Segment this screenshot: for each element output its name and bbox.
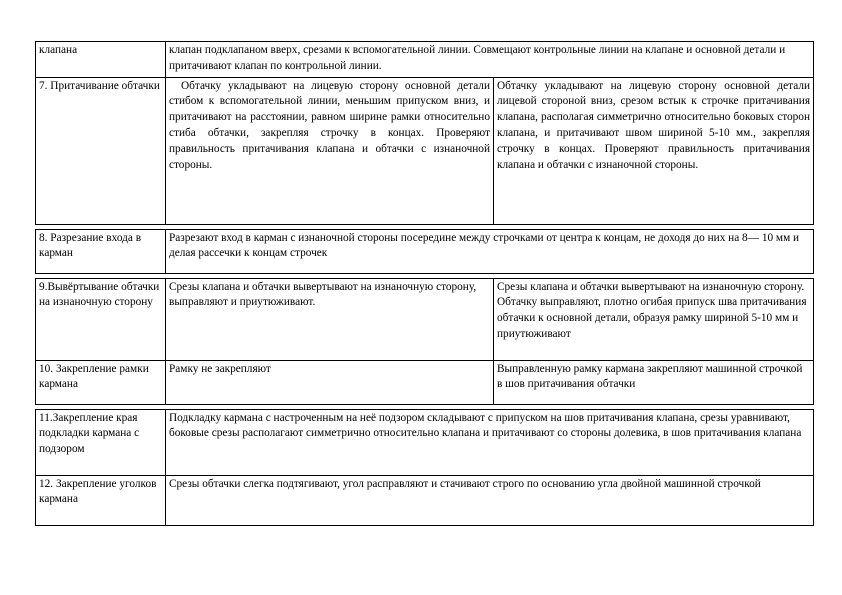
description-cell: Подкладку кармана с настроченным на неё подзором складывают с припуском на шов притачивания клапана, срезы уравнивают, боковые срезы располагают симметрично относительно клапана и притачивают со стороны долевика, в шов притачивания клапана xyxy=(166,409,814,475)
step-cell: 7. Притачивание обтачки xyxy=(36,77,166,224)
table-row xyxy=(36,409,814,475)
table-row xyxy=(36,360,814,404)
method-a-cell: Обтачку укладывают на лицевую сторону основной детали стибом к вспомогательной линии, меньшим припуском вниз, и притачивают на расстоянии, равном ширине рамки относительно стиба обтачки, закрепляя строчку в концах. Проверяют правильность притачивания клапана и обтачки с изнаночной стороны. xyxy=(166,77,494,224)
table-row xyxy=(36,475,814,525)
step-cell: 9.Вывёртывание обтачки на изнаночную сторону xyxy=(36,278,166,360)
step-cell: 12. Закрепление уголков кармана xyxy=(36,475,166,525)
method-b-cell: Выправленную рамку кармана закрепляют машинной строчкой в шов притачивания обтачки xyxy=(494,360,814,404)
method-b-cell: Обтачку укладывают на лицевую сторону основной детали лицевой стороной вниз, срезом встык к строчке притачивания клапана, располагая симметрично относительно боковых сторон клапана, и притачивают швом шириной 5-10 мм., закрепляя строчку в концах. Проверяют правильность притачивания клапана и обтачки с изнаночной стороны. xyxy=(494,77,814,224)
step-cell: 10. Закрепление рамки кармана xyxy=(36,360,166,404)
method-a-cell: Рамку не закрепляют xyxy=(166,360,494,404)
document-page xyxy=(35,41,813,526)
table-row xyxy=(36,278,814,360)
method-a-cell: Срезы клапана и обтачки вывертывают на изнаночную сторону, выправляют и приутюживают. xyxy=(166,278,494,360)
table-row xyxy=(36,77,814,224)
process-table xyxy=(35,41,814,526)
description-cell: клапан подклапаном вверх, срезами к вспомогательной линии. Совмещают контрольные линии на клапане и основной детали и притачивают клапан по контрольной линии. xyxy=(166,42,814,78)
table-row xyxy=(36,229,814,273)
step-cell: 11.Закрепление края подкладки кармана с подзором xyxy=(36,409,166,475)
description-cell: Срезы обтачки слегка подтягивают, угол расправляют и стачивают строго по основанию угла двойной машинной строчкой xyxy=(166,475,814,525)
table-row xyxy=(36,42,814,78)
step-cell: клапана xyxy=(36,42,166,78)
method-b-cell: Срезы клапана и обтачки вывертывают на изнаночную сторону. Обтачку выправляют, плотно огибая припуск шва притачивания обтачки к основной детали, образуя рамку шириной 5-10 мм и приутюживают xyxy=(494,278,814,360)
step-cell: 8. Разрезание входа в карман xyxy=(36,229,166,273)
description-cell: Разрезают вход в карман с изнаночной стороны посередине между строчками от центра к концам, не доходя до них на 8— 10 мм и делая рассечки к концам строчек xyxy=(166,229,814,273)
